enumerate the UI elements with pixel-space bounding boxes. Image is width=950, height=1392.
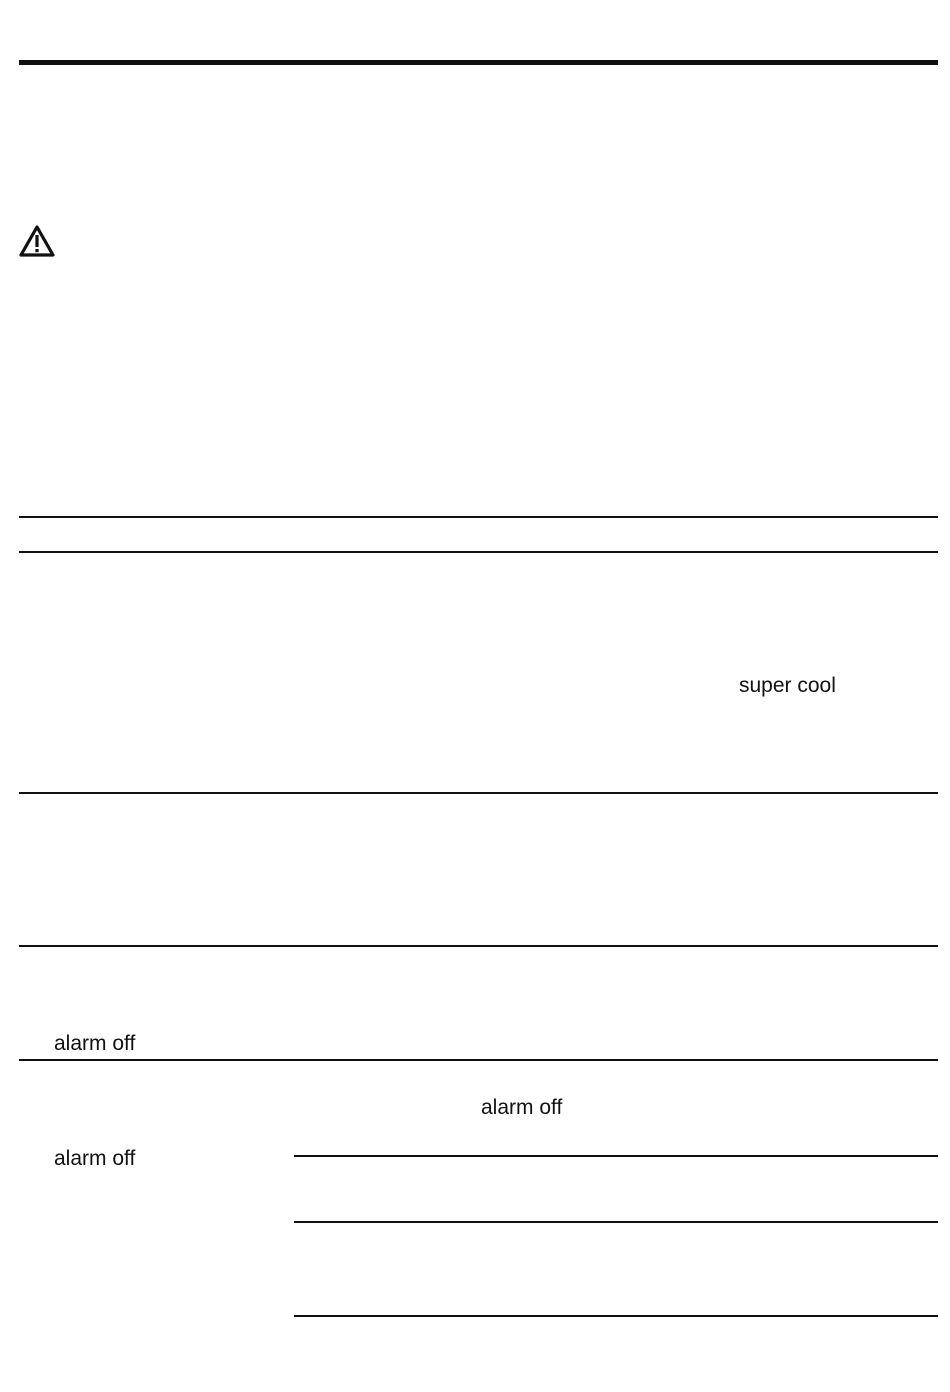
alarm-off-label-2: alarm off [481, 1096, 563, 1119]
table-rule-8 [294, 1315, 938, 1317]
table-rule-1 [19, 516, 938, 518]
warning-triangle-icon [18, 224, 56, 258]
super-cool-label: super cool [739, 674, 836, 697]
table-rule-3 [19, 792, 938, 794]
top-rule [19, 60, 938, 65]
alarm-off-label-1: alarm off [54, 1032, 136, 1055]
alarm-off-label-3: alarm off [54, 1147, 136, 1170]
table-rule-7 [294, 1221, 938, 1223]
table-rule-6 [294, 1155, 938, 1157]
table-rule-2 [19, 551, 938, 553]
table-rule-4 [19, 945, 938, 947]
table-rule-5 [19, 1059, 938, 1061]
